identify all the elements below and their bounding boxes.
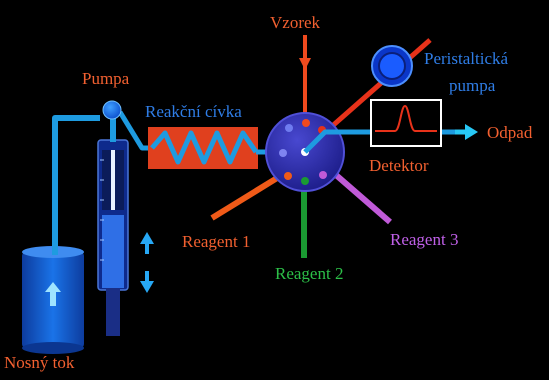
carrier-tube xyxy=(55,118,100,255)
reagent1-line xyxy=(212,175,282,218)
sample-label: Vzorek xyxy=(270,13,321,32)
waste-label: Odpad xyxy=(487,123,533,142)
reagent3-label: Reagent 3 xyxy=(390,230,459,249)
sample-arrow-icon xyxy=(299,58,311,70)
reaction-coil xyxy=(148,127,258,169)
peristaltic-pump-icon xyxy=(372,46,412,86)
reagent3-line xyxy=(336,175,390,222)
detector-icon xyxy=(371,100,441,146)
carrier-vial xyxy=(22,246,84,354)
syringe-pump xyxy=(98,140,128,336)
carrier-label: Nosný tok xyxy=(4,353,75,372)
reagent1-label: Reagent 1 xyxy=(182,232,251,251)
detector-label: Detektor xyxy=(369,156,429,175)
waste-arrow-icon xyxy=(455,124,478,140)
peristaltic-label-line1: Peristaltická xyxy=(424,49,509,68)
flow-arrows-icon xyxy=(140,232,154,293)
reagent2-label: Reagent 2 xyxy=(275,264,344,283)
pump-label: Pumpa xyxy=(82,69,130,88)
reaction-coil-label: Reakční cívka xyxy=(145,102,242,121)
pump-icon xyxy=(103,101,121,119)
peristaltic-label-line2: pumpa xyxy=(449,76,496,95)
